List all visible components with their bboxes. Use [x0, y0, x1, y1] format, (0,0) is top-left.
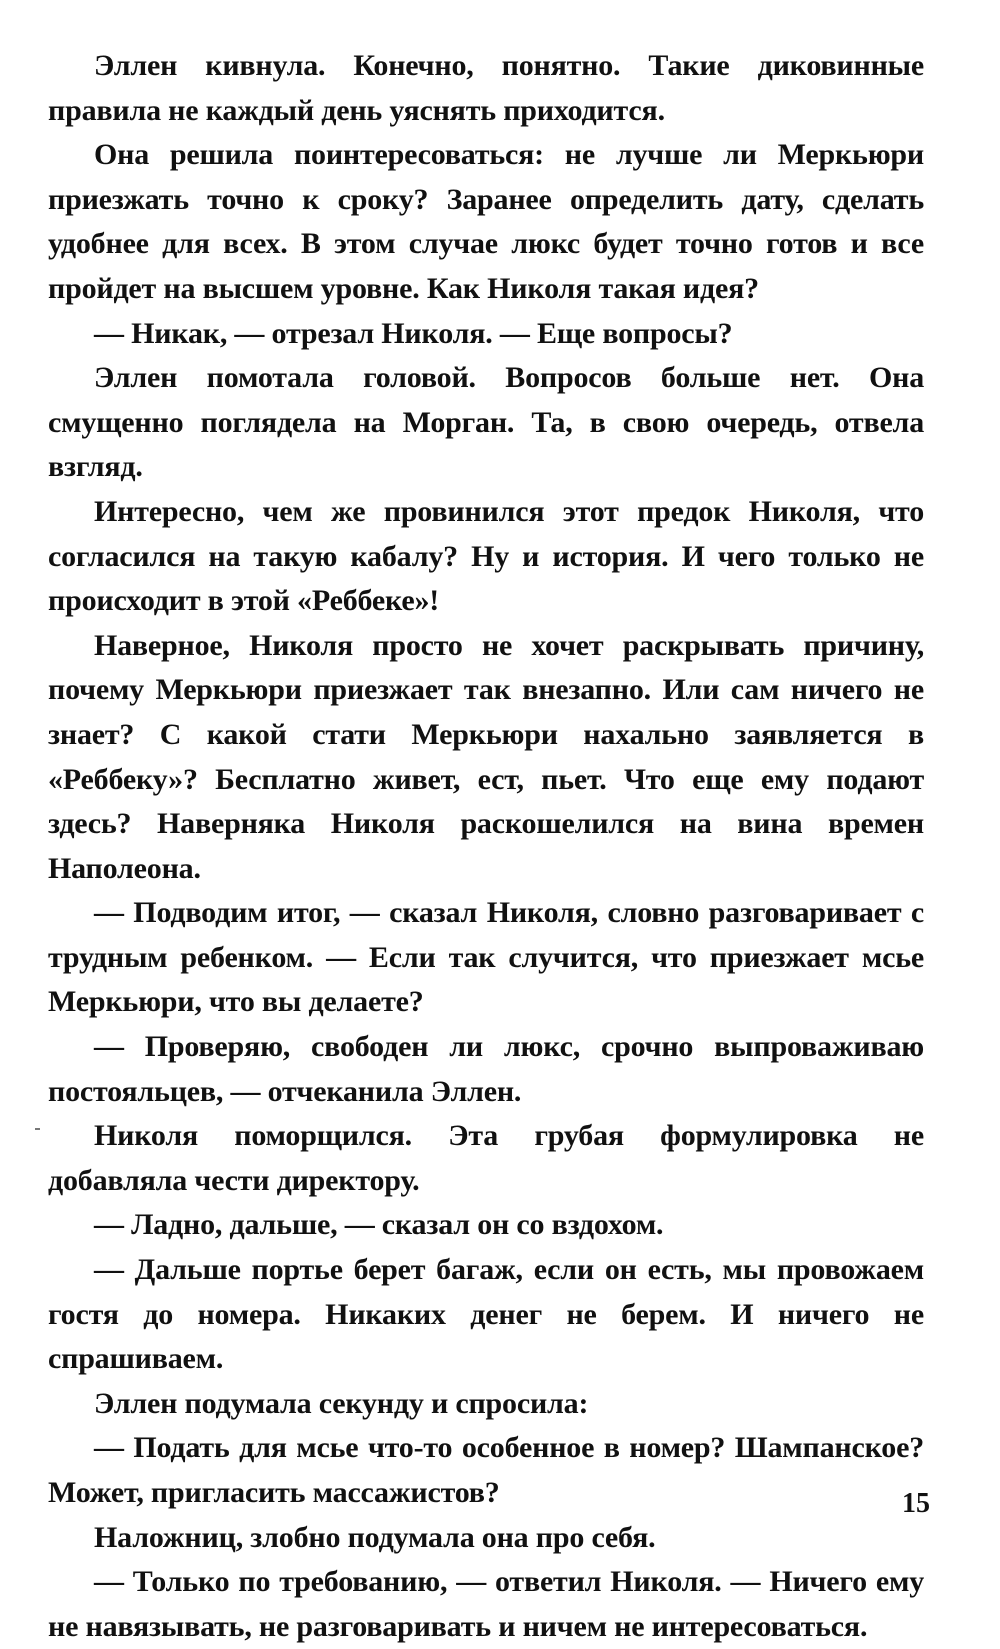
scan-speck: [35, 1128, 40, 1130]
paragraph: Она решила поинтересоваться: не лучше ли Меркьюри приезжать точно к сроку? Заранее определить дату, сделать удобнее для всех. В этом случае люкс будет точно готов и все пройдет на высшем уровне. Как Николя такая идея?: [48, 138, 924, 305]
paragraph: — Никак, — отрезал Николя. — Еще вопросы?: [94, 316, 733, 350]
paragraph: — Дальше портье берет багаж, если он есть, мы провожаем гостя до номера. Никаких денег не берем. И ничего не спрашиваем.: [48, 1253, 924, 1376]
paragraph: — Ладно, дальше, — сказал он со вздохом.: [94, 1208, 664, 1242]
paragraph: Эллен помотала головой. Вопросов больше нет. Она смущенно поглядела на Морган. Та, в свою очередь, отвела взгляд.: [48, 361, 924, 484]
paragraph: Эллен кивнула. Конечно, понятно. Такие диковинные правила не каждый день уяснять приходится.: [48, 49, 924, 127]
paragraph: Наложниц, злобно подумала она про себя.: [94, 1520, 656, 1554]
paragraph: Интересно, чем же провинился этот предок Николя, что согласился на такую кабалу? Ну и история. И чего только не происходит в этой «Реббеке»!: [48, 494, 924, 618]
paragraph: Эллен подумала секунду и спросила:: [94, 1386, 589, 1420]
paragraph: — Подводим итог, — сказал Николя, словно разговаривает с трудным ребенком. — Если так случится, что приезжает мсье Меркьюри, что вы делаете?: [48, 896, 924, 1019]
paragraph: — Подать для мсье что-то особенное в номер? Шампанское? Может, пригласить массажистов?: [48, 1431, 924, 1509]
paragraph: Николя поморщился. Эта грубая формулировка не добавляла чести директору.: [48, 1119, 924, 1197]
page-number: 15: [902, 1488, 930, 1519]
paragraph: Наверное, Николя просто не хочет раскрывать причину, почему Меркьюри приезжает так внезапно. Или сам ничего не знает? С какой стати Меркьюри нахально заявляется в «Реббеку»? Бесплатно живет, ест, пьет. Что еще ему подают здесь? Наверняка Николя раскошелился на вина времен Наполеона.: [48, 628, 924, 885]
paragraph: — Только по требованию, — ответил Николя. — Ничего ему не навязывать, не разговаривать и ничем не интересоваться.: [48, 1565, 924, 1643]
paragraph: — Проверяю, свободен ли люкс, срочно выпроваживаю постояльцев, — отчеканила Эллен.: [48, 1030, 924, 1108]
page-text: [48, 44, 924, 1649]
